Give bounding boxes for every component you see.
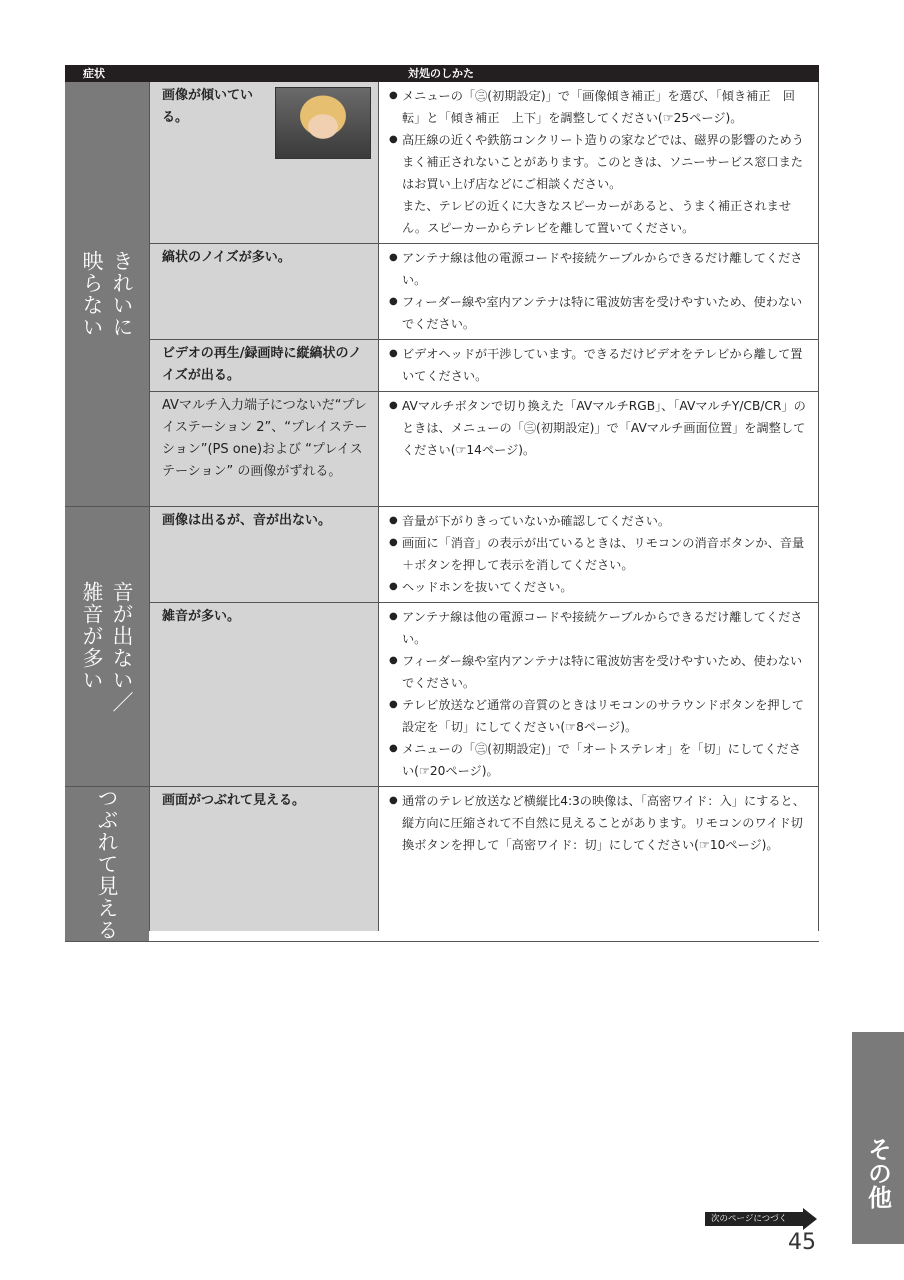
header-symptom: 症状 [83,67,105,80]
table-row [149,244,819,340]
remedy-text: メニューの「㊂(初期設定)」で「画像傾き補正」を選び、「傾き補正 回転」と「傾き補正 上下」を調整してください(☞25ページ)。 [402,89,795,125]
table-header [65,65,819,82]
remedy-text: フィーダー線や室内アンテナは特に電波妨害を受けやすいため、使わないでください。 [402,654,803,690]
symptom-cell [149,244,379,339]
symptom-cell [149,82,379,243]
symptom-group [65,787,819,942]
remedy-text: ビデオヘッドが干渉しています。できるだけビデオをテレビから離して置いてください。 [402,347,803,383]
symptom-text: 画像は出るが、音が出ない。 [162,513,332,528]
bullet-icon: ● [389,296,398,307]
bullet-icon: ● [389,400,398,411]
bullet-icon: ● [389,537,398,548]
table-row [149,340,819,392]
remedy-text: フィーダー線や室内アンテナは特に電波妨害を受けやすいため、使わないでください。 [402,295,803,331]
remedy-cell [379,244,819,339]
remedy-text: 画面に「消音」の表示が出ているときは、リモコンの消音ボタンか、音量＋ボタンを押して表示を消してください。 [402,536,805,572]
symptom-text: 画面がつぶれて見える。 [162,793,306,808]
bullet-icon: ● [389,581,398,592]
bullet-icon: ● [389,252,398,263]
category-label [65,82,149,506]
symptom-text: 縞状のノイズが多い。 [162,250,291,265]
symptom-cell [149,787,379,931]
symptom-text: 画像が傾いている。 [162,88,254,125]
symptom-cell [149,507,379,602]
remedy-text: 音量が下がりきっていないか確認してください。 [402,514,671,528]
remedy-item [389,694,806,738]
remedy-text: アンテナ線は他の電源コードや接続ケーブルからできるだけ離してください。 [402,610,803,646]
symptom-text: AVマルチ入力端子につないだ“プレイステーション 2”、“プレイステーション”(PS one)および “プレイステーション” の画像がずれる。 [162,398,368,479]
remedy-item [389,510,806,532]
remedy-text: AVマルチボタンで切り換えた「AVマルチRGB」、「AVマルチY/CB/CR」のときは、メニューの「㊂(初期設定)」で「AVマルチ画面位置」を調整してください(☞14ページ)。 [402,399,806,457]
remedy-item [389,291,806,335]
table-row [149,603,819,786]
remedy-cell [379,603,819,786]
remedy-item [389,738,806,782]
symptom-cell [149,340,379,391]
section-tab-label: その他 [863,1137,892,1209]
bullet-icon: ● [389,134,398,145]
next-page-arrow: 次のページにつづく [705,1212,803,1226]
troubleshooting-table [65,65,819,942]
remedy-cell [379,82,819,243]
bullet-icon: ● [389,348,398,359]
bullet-icon: ● [389,90,398,101]
tilted-image-photo [275,87,371,159]
category-text: 音が出ない／ 雑音が多い [80,580,134,713]
remedy-item [389,247,806,291]
remedy-item [389,790,806,856]
page-number: 45 [788,1230,816,1255]
remedy-cell [379,392,819,506]
header-remedy: 対処のしかた [408,67,474,80]
bullet-icon: ● [389,655,398,666]
symptom-text: 雑音が多い。 [162,609,241,624]
remedy-item [389,343,806,387]
remedy-text: ヘッドホンを抜いてください。 [402,580,573,594]
remedy-text: メニューの「㊂(初期設定)」で「オートステレオ」を「切」にしてください(☞20ページ)。 [402,742,801,778]
remedy-item [389,650,806,694]
category-label [65,507,149,786]
category-label [65,787,149,941]
table-row [149,392,819,506]
bullet-icon: ● [389,699,398,710]
table-row [149,787,819,931]
remedy-item [389,606,806,650]
remedy-cell [379,507,819,602]
symptom-text: ビデオの再生/録画時に縦縞状のノイズが出る。 [162,346,362,383]
bullet-icon: ● [389,795,398,806]
category-text: きれいに 映らない [80,250,134,338]
symptom-cell [149,603,379,786]
section-tab [852,1032,904,1244]
symptom-group [65,82,819,507]
remedy-item [389,85,806,129]
bullet-icon: ● [389,743,398,754]
symptom-group [65,507,819,787]
bullet-icon: ● [389,515,398,526]
table-row [149,507,819,603]
remedy-item [389,395,806,461]
remedy-text: アンテナ線は他の電源コードや接続ケーブルからできるだけ離してください。 [402,251,803,287]
table-body [65,82,819,942]
remedy-item [389,576,806,598]
remedy-cell [379,340,819,391]
remedy-text: 高圧線の近くや鉄筋コンクリート造りの家などでは、磁界の影響のためうまく補正されないことがあります。このときは、ソニーサービス窓口またはお買い上げ店などにご相談ください。 また、テレビの近くに大きなスピーカーがあると、うまく補正されません。スピーカーからテレビを離して置いてください。 [402,133,804,235]
category-text: つぶれて見える [95,787,119,941]
remedy-cell [379,787,819,931]
remedy-item [389,532,806,576]
table-row [149,82,819,244]
remedy-text: テレビ放送など通常の音質のときはリモコンのサラウンドボタンを押して設定を「切」にしてください(☞8ページ)。 [402,698,804,734]
symptom-cell [149,392,379,506]
remedy-text: 通常のテレビ放送など横縦比4:3の映像は、「高密ワイド：入」にすると、縦方向に圧縮されて不自然に見えることがあります。リモコンのワイド切換ボタンを押して「高密ワイド：切」にしてください(☞10ページ)。 [402,794,805,852]
bullet-icon: ● [389,611,398,622]
remedy-item [389,129,806,239]
